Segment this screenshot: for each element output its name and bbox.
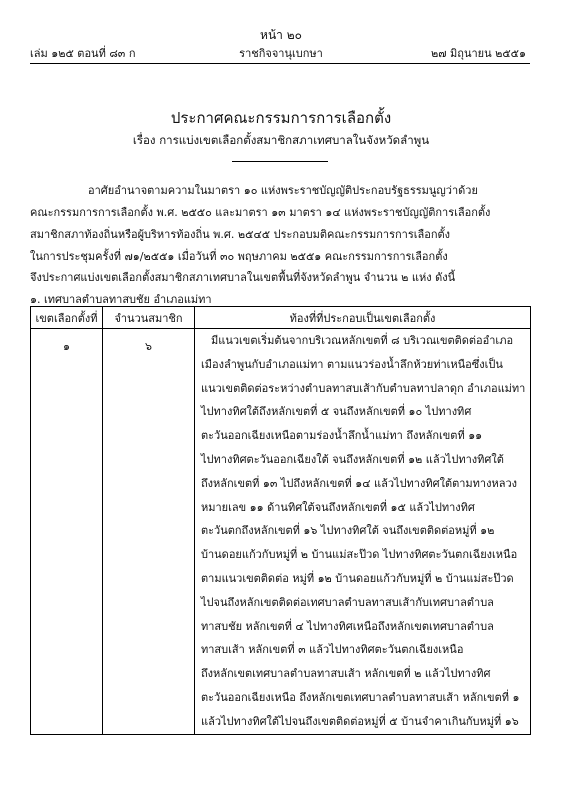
table-header-row: [31, 307, 531, 329]
description-line: ตะวันตกถึงหลักเขตที่ ๑๖ ไปทางทิศใต้ จนถึงเขตติดต่อหมู่ที่ ๑๒: [201, 524, 495, 538]
description-line: ตะวันออกเฉียงเหนือตามร่องน้ำลึกน้ำแม่ทา ถึงหลักเขตที่ ๑๑: [201, 429, 483, 443]
body-line: คณะกรรมการการเลือกตั้ง พ.ศ. ๒๕๕๐ และมาตรา ๑๓ มาตรา ๑๔ แห่งพระราชบัญญัติการเลือกตั้ง: [30, 206, 491, 219]
description-line: แล้วไปทางทิศใต้ไปจนถึงเขตติดต่อหมู่ที่ ๕ บ้านจำคาเกินกับหมู่ที่ ๑๖: [201, 714, 519, 728]
column-header-area: ท้องที่ที่ประกอบเป็นเขตเลือกตั้ง: [195, 307, 531, 329]
member-count: ๖: [103, 329, 195, 735]
column-header-district: เขตเลือกตั้งที่: [31, 307, 103, 329]
section-heading: ๑. เทศบาลตำบลทาสบชัย อำเภอแม่ทา: [30, 293, 212, 306]
publication-date: ๒๗ มิถุนายน ๒๕๕๑: [431, 47, 526, 60]
description-line: ตะวันออกเฉียงเหนือ ถึงหลักเขตเทศบาลตำบลทาสบเส้า หลักเขตที่ ๑: [201, 690, 520, 704]
description-line: บ้านดอยแก้วกับหมู่ที่ ๒ บ้านแม่สะป๊วด ไปทางทิศตะวันตกเฉียงเหนือ: [201, 548, 518, 562]
description-line: เมืองลำพูนกับอำเภอแม่ทา ตามแนวร่องน้ำลึกห้วยท่าเหนือซึ่งเป็น: [201, 357, 503, 371]
district-number: ๑: [31, 329, 103, 735]
body-line: สมาชิกสภาท้องถิ่นหรือผู้บริหารท้องถิ่น พ.ศ. ๒๕๔๕ ประกอบมติคณะกรรมการการเลือกตั้ง: [30, 228, 451, 241]
column-header-members: จำนวนสมาชิก: [103, 307, 195, 329]
description-line: ไปจนถึงหลักเขตติดต่อเทศบาลตำบลทาสบเส้ากับเทศบาลตำบล: [201, 595, 494, 609]
description-line: ตามแนวเขตติดต่อ หมู่ที่ ๑๒ บ้านดอยแก้วกับหมู่ที่ ๒ บ้านแม่สะป๊วด: [201, 571, 514, 585]
header-divider: [30, 63, 530, 64]
description-line: ทาสบเส้า หลักเขตที่ ๓ แล้วไปทางทิศตะวันตกเฉียงเหนือ: [201, 643, 464, 657]
page-number: หน้า ๒๐: [260, 28, 302, 42]
district-table: [30, 306, 531, 735]
table-row: [31, 329, 531, 735]
gazette-volume-issue: เล่ม ๑๒๕ ตอนที่ ๘๓ ก: [30, 47, 136, 60]
description-line: ทาสบชัย หลักเขตที่ ๔ ไปทางทิศเหนือถึงหลักเขตเทศบาลตำบล: [201, 619, 494, 633]
description-line: ไปทางทิศใต้ถึงหลักเขตที่ ๕ จนถึงหลักเขตที่ ๑๐ ไปทางทิศ: [201, 405, 472, 419]
gazette-name: ราชกิจจานุเบกษา: [239, 47, 323, 60]
description-line: หมายเลข ๑๑ ด้านทิศใต้จนถึงหลักเขตที่ ๑๕ แล้วไปทางทิศ: [201, 500, 475, 514]
document-subject: เรื่อง การแบ่งเขตเลือกตั้งสมาชิกสภาเทศบาลในจังหวัดลำพูน: [132, 133, 430, 147]
document-title: ประกาศคณะกรรมการการเลือกตั้ง: [170, 109, 392, 127]
body-line: อาศัยอำนาจตามความในมาตรา ๑๐ แห่งพระราชบัญญัติประกอบรัฐธรรมนูญว่าด้วย: [88, 184, 478, 197]
description-line: ถึงหลักเขตเทศบาลตำบลทาสบเส้า หลักเขตที่ ๒ แล้วไปทางทิศ: [201, 667, 491, 681]
title-underline: [232, 161, 328, 162]
area-description: [195, 329, 531, 735]
description-line: ไปทางทิศตะวันออกเฉียงใต้ จนถึงหลักเขตที่ ๑๒ แล้วไปทางทิศใต้: [201, 452, 504, 466]
body-line: ในการประชุมครั้งที่ ๗๑/๒๕๕๑ เมื่อวันที่ ๓๐ พฤษภาคม ๒๕๕๑ คณะกรรมการการเลือกตั้ง: [30, 250, 448, 263]
description-line: แนวเขตติดต่อระหว่างตำบลทาสบเส้ากับตำบลทาปลาดุก อำเภอแม่ทา: [201, 381, 526, 395]
description-line: ถึงหลักเขตที่ ๑๓ ไปถึงหลักเขตที่ ๑๔ แล้วไปทางทิศใต้ตามทางหลวง: [201, 476, 518, 490]
description-line: มีแนวเขตเริ่มต้นจากบริเวณหลักเขตที่ ๘ บริเวณเขตติดต่ออำเภอ: [211, 334, 514, 347]
body-line: จึงประกาศแบ่งเขตเลือกตั้งสมาชิกสภาเทศบาลในเขตพื้นที่จังหวัดลำพูน จำนวน ๒ แห่ง ดังนี้: [30, 271, 456, 284]
